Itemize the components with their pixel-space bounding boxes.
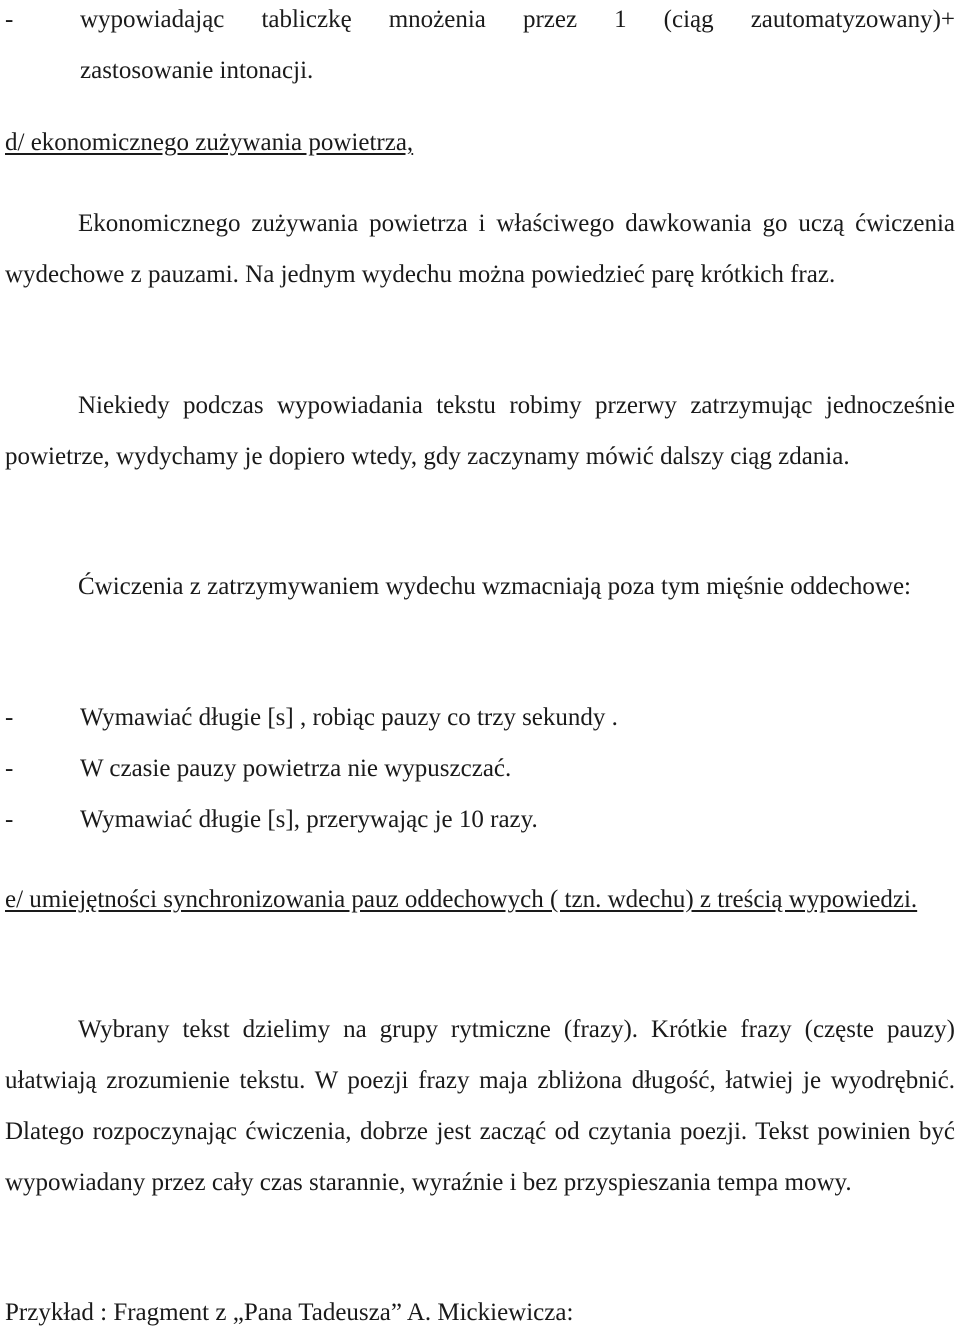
intro-list-item <box>5 0 955 96</box>
intro-item-line-2: zastosowanie intonacji. <box>80 57 314 84</box>
list-dash: - <box>5 704 14 731</box>
section-d-paragraph-2: Niekiedy podczas wypowiadania tekstu robimy przerwy zatrzymując jednocześnie powietrze, wydychamy je dopiero wtedy, gdy zaczynamy mówić dalszy ciąg zdania. <box>5 392 955 470</box>
list-dash: - <box>5 6 14 33</box>
section-d-heading: d/ ekonomicznego zużywania powietrza, <box>5 129 414 156</box>
list-dash: - <box>5 755 14 782</box>
section-d-paragraph-3: Ćwiczenia z zatrzymywaniem wydechu wzmacniają poza tym mięśnie oddechowe: <box>78 573 911 600</box>
example-label: Przykład : Fragment z „Pana Tadeusza” A. Mickiewicza: <box>5 1299 574 1326</box>
list-dash: - <box>5 806 14 833</box>
exercise-list-item <box>5 794 955 845</box>
section-e-heading: e/ umiejętności synchronizowania pauz oddechowych ( tzn. wdechu) z treścią wypowiedzi. <box>5 886 918 913</box>
exercise-text: Wymawiać długie [s] , robiąc pauzy co trzy sekundy . <box>80 704 618 731</box>
exercise-list-item <box>5 743 955 794</box>
exercise-text: W czasie pauzy powietrza nie wypuszczać. <box>80 755 512 782</box>
exercise-list-item <box>5 692 955 743</box>
exercise-text: Wymawiać długie [s], przerywając je 10 razy. <box>80 806 538 833</box>
intro-item-line-1: wypowiadając tabliczkę mnożenia przez 1 (ciąg zautomatyzowany)+ <box>80 6 955 33</box>
section-e-paragraph: Wybrany tekst dzielimy na grupy rytmiczne (frazy). Krótkie frazy (częste pauzy) ułatwiają zrozumienie tekstu. W poezji frazy maja zbliżona długość, łatwiej je wyodrębnić. Dlatego rozpoczynając ćwiczenia, dobrze jest zacząć od czytania poezji. Tekst powinien być wypowiadany przez cały czas starannie, wyraźnie i bez przyspieszania tempa mowy. <box>5 1016 955 1196</box>
section-d-paragraph-1: Ekonomicznego zużywania powietrza i właściwego dawkowania go uczą ćwiczenia wydechowe z pauzami. Na jednym wydechu można powiedzieć parę krótkich fraz. <box>5 210 955 288</box>
